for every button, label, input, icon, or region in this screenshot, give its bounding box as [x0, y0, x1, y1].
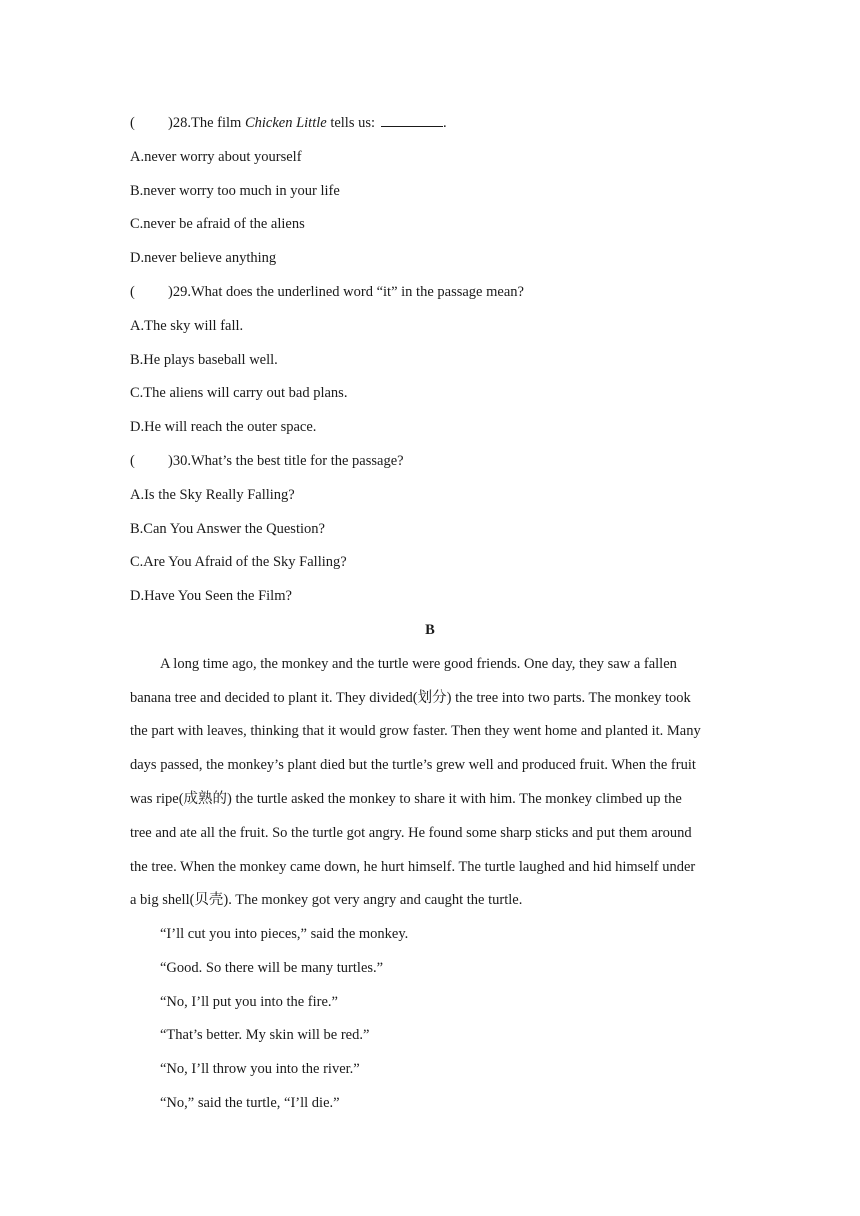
option-c: C.never be afraid of the aliens	[130, 216, 305, 232]
answer-paren-close: )	[168, 284, 173, 300]
dialogue-line: “That’s better. My skin will be red.”	[160, 1027, 370, 1043]
passage-line: banana tree and decided to plant it. They divided(划分) the tree into two parts. The monkey took	[130, 690, 691, 706]
option-a: A.Is the Sky Really Falling?	[130, 487, 295, 503]
option-b: B.Can You Answer the Question?	[130, 521, 325, 537]
answer-paren: (	[130, 453, 135, 469]
question-28	[130, 114, 730, 132]
option-d: D.never believe anything	[130, 250, 277, 266]
answer-paren: (	[130, 284, 135, 300]
option-d: D.He will reach the outer space.	[130, 419, 317, 435]
question-number: 28.	[172, 115, 191, 131]
passage-line: was ripe(成熟的) the turtle asked the monkey to share it with him. The monkey climbed up the	[130, 791, 682, 807]
dialogue-line: “No, I’ll throw you into the river.”	[160, 1061, 360, 1077]
section-heading: B	[425, 622, 435, 638]
answer-paren-close: )	[168, 453, 173, 469]
question-stem-end: tells us:	[326, 115, 376, 131]
passage-line: a big shell(贝壳). The monkey got very angry and caught the turtle.	[130, 892, 523, 908]
dialogue-line: “No,” said the turtle, “I’ll die.”	[160, 1095, 340, 1111]
option-c: C.The aliens will carry out bad plans.	[130, 385, 348, 401]
passage-line: days passed, the monkey’s plant died but the turtle’s grew well and produced fruit. When the fruit	[130, 757, 696, 773]
question-number: 30.	[172, 453, 191, 469]
option-d: D.Have You Seen the Film?	[130, 588, 292, 604]
dialogue-line: “I’ll cut you into pieces,” said the monkey.	[160, 926, 409, 942]
question-30	[130, 452, 730, 470]
dialogue-line: “Good. So there will be many turtles.”	[160, 960, 384, 976]
question-number: 29.	[172, 284, 191, 300]
passage-line: A long time ago, the monkey and the turtle were good friends. One day, they saw a fallen	[160, 656, 677, 672]
question-stem: The film	[190, 115, 245, 131]
option-a: A.never worry about yourself	[130, 149, 302, 165]
passage-line: the tree. When the monkey came down, he hurt himself. The turtle laughed and hid himself under	[130, 859, 696, 875]
passage-line: tree and ate all the fruit. So the turtle got angry. He found some sharp sticks and put them around	[130, 825, 692, 841]
option-b: B.He plays baseball well.	[130, 352, 278, 368]
question-stem: What’s the best title for the passage?	[190, 453, 404, 469]
question-29	[130, 283, 730, 301]
passage-line: the part with leaves, thinking that it would grow faster. Then they went home and planted it. Many	[130, 723, 701, 739]
answer-blank	[381, 114, 443, 127]
option-b: B.never worry too much in your life	[130, 183, 340, 199]
dialogue-line: “No, I’ll put you into the fire.”	[160, 994, 338, 1010]
question-stem: What does the underlined word “it” in the passage mean?	[190, 284, 524, 300]
question-period: .	[443, 115, 447, 131]
answer-paren-close: )	[168, 115, 173, 131]
option-a: A.The sky will fall.	[130, 318, 244, 334]
option-c: C.Are You Afraid of the Sky Falling?	[130, 554, 347, 570]
answer-paren: (	[130, 115, 135, 131]
film-title: Chicken Little	[244, 115, 327, 131]
